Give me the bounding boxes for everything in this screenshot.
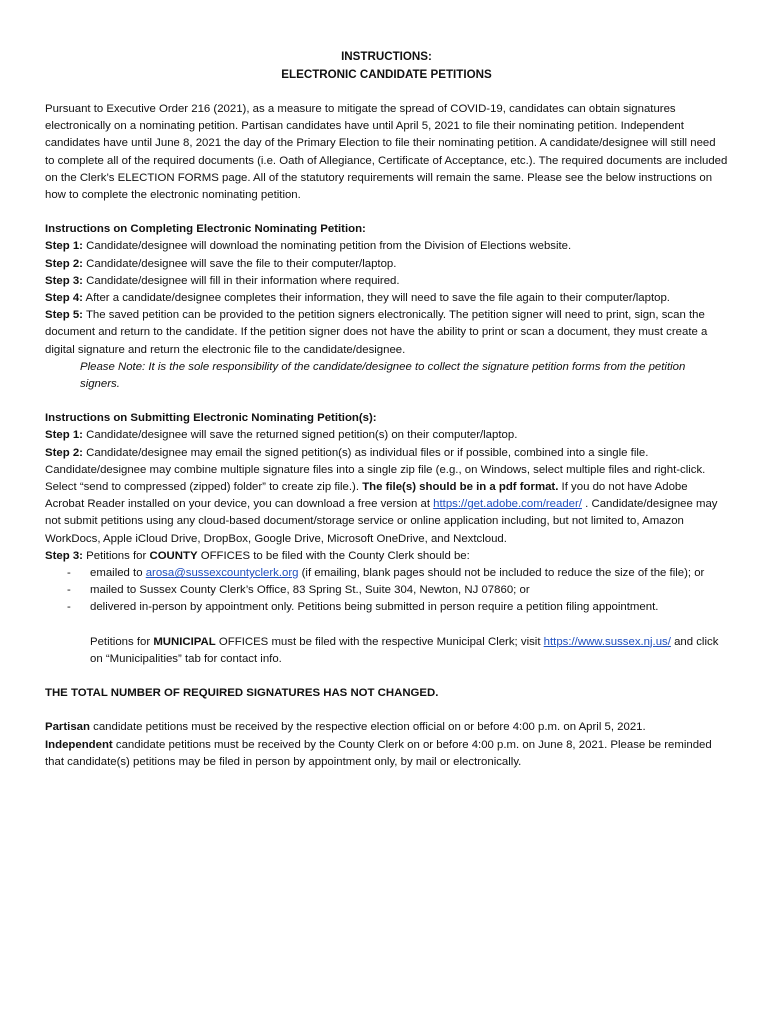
- submitting-step-1: Step 1: Candidate/designee will save the returned signed petition(s) on their computer/laptop.: [45, 429, 518, 442]
- document-title-line2: ELECTRONIC CANDIDATE PETITIONS: [281, 68, 492, 81]
- municipal-paragraph: Petitions for MUNICIPAL OFFICES must be filed with the respective Municipal Clerk; visit https://www.sussex.nj.us/ and click on “Municipalities” tab for contact info.: [90, 635, 719, 665]
- independent-deadline: Independent candidate petitions must be received by the County Clerk on or before 4:00 p.m. on June 8, 2021. Please be reminded that candidate(s) petitions may be filed in person by appointment only, by mail or electronically.: [45, 738, 712, 768]
- sussex-website-link[interactable]: https://www.sussex.nj.us/: [543, 635, 671, 648]
- clerk-email-link[interactable]: arosa@sussexcountyclerk.org: [145, 567, 299, 580]
- total-signatures-notice: THE TOTAL NUMBER OF REQUIRED SIGNATURES HAS NOT CHANGED.: [45, 687, 439, 700]
- adobe-reader-link[interactable]: https://get.adobe.com/reader/: [433, 498, 582, 511]
- submitting-step-3: Step 3: Petitions for COUNTY OFFICES to be filed with the County Clerk should be:: [45, 549, 470, 562]
- closing-section: [45, 719, 728, 771]
- submitting-section: [45, 410, 728, 668]
- submitting-heading: Instructions on Submitting Electronic Nominating Petition(s):: [45, 412, 377, 425]
- partisan-deadline: Partisan candidate petitions must be received by the respective election official on or before 4:00 p.m. on April 5, 2021.: [45, 721, 646, 734]
- completing-step: Step 4: After a candidate/designee completes their information, they will need to save the file again to their computer/laptop.: [45, 292, 670, 305]
- completing-step: Step 1: Candidate/designee will download the nominating petition from the Division of Elections website.: [45, 240, 572, 253]
- completing-step: Step 3: Candidate/designee will fill in their information where required.: [45, 274, 400, 287]
- completing-section: [45, 221, 728, 393]
- completing-step: Step 2: Candidate/designee will save the file to their computer/laptop.: [45, 257, 397, 270]
- submitting-step-2: Step 2: Candidate/designee may email the signed petition(s) as individual files or if possible, combined into a single file. Candidate/designee may combine multiple signature files into a single zip file (e.g., on Windows, select multiple files and right-click. Select “send to compressed (zipped) folder” to create zip file.). The file(s) should be in a pdf format. If you do not have Adobe Acrobat Reader installed on your device, you can download a free version at https://get.adobe.com/reader/ . Candidate/designee may not submit petitions using any cloud-based document/storage service or online application including, but not limited to, Amazon WorkDocs, Apple iCloud Drive, DropBox, Google Drive, Microsoft OneDrive, and Nextcloud.: [45, 446, 718, 545]
- intro-paragraph: Pursuant to Executive Order 216 (2021), as a measure to mitigate the spread of COVID-19, candidates can obtain signatures electronically on a nominating petition. Partisan candidates have until April 5, 2021 to file their nominating petition. Independent candidates have until June 8, 2021 the day of the Primary Election to file their nominating petition. A candidate/designee will still need to complete all of the required documents (i.e. Oath of Allegiance, Certificate of Acceptance, etc.). The required documents are included on the Clerk’s ELECTION FORMS page. All of the statutory requirements will remain the same. Please see the below instructions on how to complete the electronic nominating petition.: [45, 103, 728, 202]
- list-item: - mailed to Sussex County Clerk’s Office, 83 Spring St., Suite 304, Newton, NJ 07860; or: [45, 582, 728, 599]
- completing-heading: Instructions on Completing Electronic Nominating Petition:: [45, 223, 366, 236]
- completing-step: Step 5: The saved petition can be provided to the petition signers electronically. The petition signer will need to print, sign, scan the document and return to the candidate. If the petition signer does not have the ability to print or scan a document, they must create a digital signature and return the electronic file to the candidate/designee.: [45, 309, 708, 356]
- document-body: [45, 48, 728, 771]
- responsibility-note: Please Note: It is the sole responsibility of the candidate/designee to collect the signature petition forms from the petition signers.: [80, 360, 686, 391]
- list-item: - delivered in-person by appointment only. Petitions being submitted in person require a petition filing appointment.: [45, 599, 728, 616]
- county-filing-list: [45, 565, 728, 617]
- document-title-line1: INSTRUCTIONS:: [341, 50, 432, 63]
- list-item: - emailed to arosa@sussexcountyclerk.org (if emailing, blank pages should not be included to reduce the size of the file); or: [45, 565, 728, 582]
